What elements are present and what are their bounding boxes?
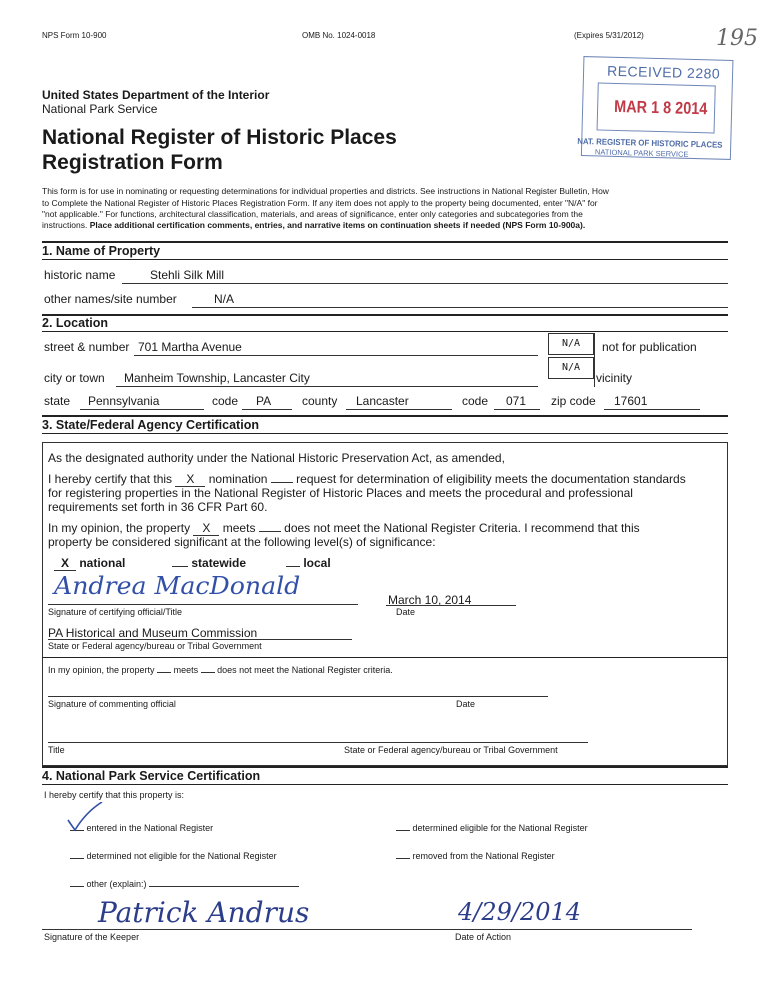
vicinity-label: vicinity bbox=[596, 371, 633, 385]
cert-p2c: request for determination of eligibility meets the documentation standards bbox=[296, 472, 686, 486]
state-label: state bbox=[44, 394, 71, 408]
opt-entered-label: entered in the National Register bbox=[86, 823, 214, 833]
department-name: United States Department of the Interior bbox=[42, 88, 270, 102]
stamp-line2: NATIONAL PARK SERVICE bbox=[594, 147, 689, 159]
level-statewide[interactable] bbox=[172, 556, 246, 570]
certifying-agency-label: State or Federal agency/bureau or Tribal Government bbox=[48, 641, 262, 651]
intro-line1: This form is for use in nominating or requesting determinations for individual properties and districts. See instructions in National Register Bulletin, How bbox=[42, 186, 609, 196]
section3-heading: 3. State/Federal Agency Certification bbox=[42, 418, 259, 432]
certifying-agency-value[interactable]: PA Historical and Museum Commission bbox=[48, 626, 258, 640]
street-label: street & number bbox=[44, 340, 130, 354]
cert-p2b: nomination bbox=[208, 472, 268, 486]
commenting-not-meet-mark[interactable] bbox=[201, 672, 215, 673]
state-code-value[interactable]: PA bbox=[256, 394, 272, 408]
level-statewide-mark bbox=[172, 566, 188, 567]
commenting-opinion bbox=[48, 665, 393, 675]
opt-eligible-label: determined eligible for the National Register bbox=[412, 823, 588, 833]
commenting-meets-mark[interactable] bbox=[157, 672, 171, 673]
stamp-line1: NAT. REGISTER OF HISTORIC PLACES bbox=[577, 135, 723, 150]
title-agency-label: State or Federal agency/bureau or Tribal Government bbox=[344, 745, 558, 755]
checkmark-icon bbox=[66, 802, 106, 832]
cert-p1: As the designated authority under the National Historic Preservation Act, as amended, bbox=[48, 451, 505, 465]
form-number: NPS Form 10-900 bbox=[42, 31, 107, 40]
county-label: county bbox=[302, 394, 338, 408]
expiration-date: (Expires 5/31/2012) bbox=[574, 31, 644, 40]
stamp-date: MAR 1 8 2014 bbox=[613, 96, 708, 119]
opt-not-eligible-mark bbox=[70, 858, 84, 859]
service-name: National Park Service bbox=[42, 102, 158, 116]
zip-value[interactable]: 17601 bbox=[614, 394, 648, 408]
level-national-label: national bbox=[79, 556, 126, 570]
county-code-label: code bbox=[462, 394, 489, 408]
county-value[interactable]: Lancaster bbox=[356, 394, 409, 408]
county-code-value[interactable]: 071 bbox=[506, 394, 527, 408]
street-value[interactable]: 701 Martha Avenue bbox=[138, 340, 242, 354]
commenting-date-label: Date bbox=[456, 699, 476, 709]
cert-p3a: In my opinion, the property bbox=[48, 521, 191, 535]
cert-p3b: meets bbox=[222, 521, 256, 535]
cert-p3-line1 bbox=[48, 521, 640, 536]
request-mark[interactable] bbox=[271, 482, 293, 483]
meets-mark[interactable]: X bbox=[193, 521, 219, 536]
not-for-publication-label: not for publication bbox=[602, 340, 697, 354]
intro-line4-plain: instructions. bbox=[42, 220, 90, 230]
section2-heading: 2. Location bbox=[42, 316, 108, 330]
certifying-signature: Andrea MacDonald bbox=[54, 572, 301, 600]
keeper-signature: Patrick Andrus bbox=[98, 896, 310, 929]
does-not-meet-mark[interactable] bbox=[259, 531, 281, 532]
opt-other-label: other (explain:) bbox=[86, 879, 147, 889]
cert-p2-line2: for registering properties in the National Register of Historic Places and meets the procedural and professional bbox=[48, 486, 633, 500]
city-value[interactable]: Manheim Township, Lancaster City bbox=[124, 371, 310, 385]
level-statewide-label: statewide bbox=[191, 556, 247, 570]
commenting-opinion-c: does not meet the National Register criteria. bbox=[217, 665, 393, 675]
historic-name-label: historic name bbox=[44, 268, 116, 282]
opt-not-eligible-label: determined not eligible for the National Register bbox=[86, 851, 277, 861]
omb-number: OMB No. 1024-0018 bbox=[302, 31, 376, 40]
handwritten-number: 195 bbox=[716, 26, 758, 51]
opt-eligible[interactable] bbox=[396, 823, 588, 833]
opt-removed-label: removed from the National Register bbox=[412, 851, 555, 861]
intro-line4 bbox=[42, 220, 585, 230]
section4-heading: 4. National Park Service Certification bbox=[42, 769, 261, 783]
city-label: city or town bbox=[44, 371, 105, 385]
action-date-label: Date of Action bbox=[455, 932, 512, 942]
title-label: Title bbox=[48, 745, 65, 755]
cert-p2-line3: requirements set forth in 36 CFR Part 60. bbox=[48, 500, 268, 514]
opt-other-explain-line[interactable] bbox=[149, 886, 299, 887]
zip-label: zip code bbox=[551, 394, 596, 408]
not-for-publication-box[interactable]: N/A bbox=[548, 333, 594, 355]
nps-cert-intro: I hereby certify that this property is: bbox=[44, 790, 185, 800]
certification-date[interactable]: March 10, 2014 bbox=[388, 593, 472, 607]
commenting-signature-label: Signature of commenting official bbox=[48, 699, 176, 709]
opt-removed[interactable] bbox=[396, 851, 555, 861]
intro-line2: to Complete the National Register of Historic Places Registration Form. If any item does not apply to the property being documented, enter "N/A" for bbox=[42, 198, 598, 208]
keeper-signature-label: Signature of the Keeper bbox=[44, 932, 140, 942]
opt-eligible-mark bbox=[396, 830, 410, 831]
nomination-mark[interactable]: X bbox=[175, 472, 205, 487]
intro-line3: "not applicable." For functions, architectural classification, materials, and areas of significance, enter only categories and subcategories from the bbox=[42, 209, 583, 219]
level-local[interactable] bbox=[286, 556, 331, 570]
action-date: 4/29/2014 bbox=[458, 898, 582, 926]
section1-heading: 1. Name of Property bbox=[42, 244, 161, 258]
cert-p2-line1 bbox=[48, 472, 686, 487]
level-national-mark: X bbox=[54, 556, 76, 571]
cert-p2a: I hereby certify that this bbox=[48, 472, 173, 486]
form-title-line1: National Register of Historic Places bbox=[42, 126, 397, 149]
form-title-line2: Registration Form bbox=[42, 151, 223, 174]
state-value[interactable]: Pennsylvania bbox=[88, 394, 160, 408]
state-code-label: code bbox=[212, 394, 239, 408]
opt-not-eligible[interactable] bbox=[70, 851, 277, 861]
vicinity-box[interactable]: N/A bbox=[548, 357, 594, 379]
level-local-mark bbox=[286, 566, 300, 567]
intro-line4-bold: Place additional certification comments, entries, and narrative items on continuation sheets if needed (NPS Form 10-900a). bbox=[89, 220, 586, 230]
commenting-opinion-b: meets bbox=[173, 665, 199, 675]
level-local-label: local bbox=[303, 556, 331, 570]
other-names-value[interactable]: N/A bbox=[214, 292, 235, 306]
commenting-opinion-a: In my opinion, the property bbox=[48, 665, 155, 675]
opt-other[interactable] bbox=[70, 879, 299, 889]
opt-removed-mark bbox=[396, 858, 410, 859]
cert-p3-line2: property be considered significant at the following level(s) of significance: bbox=[48, 535, 436, 549]
historic-name-value[interactable]: Stehli Silk Mill bbox=[150, 268, 225, 282]
certifying-signature-label: Signature of certifying official/Title bbox=[48, 607, 183, 617]
opt-other-mark bbox=[70, 886, 84, 887]
certification-date-label: Date bbox=[396, 607, 416, 617]
received-stamp bbox=[577, 56, 734, 172]
level-national[interactable] bbox=[54, 556, 125, 571]
stamp-received: RECEIVED 2280 bbox=[606, 62, 721, 82]
other-names-label: other names/site number bbox=[44, 292, 177, 306]
cert-p3c: does not meet the National Register Criteria. I recommend that this bbox=[284, 521, 640, 535]
